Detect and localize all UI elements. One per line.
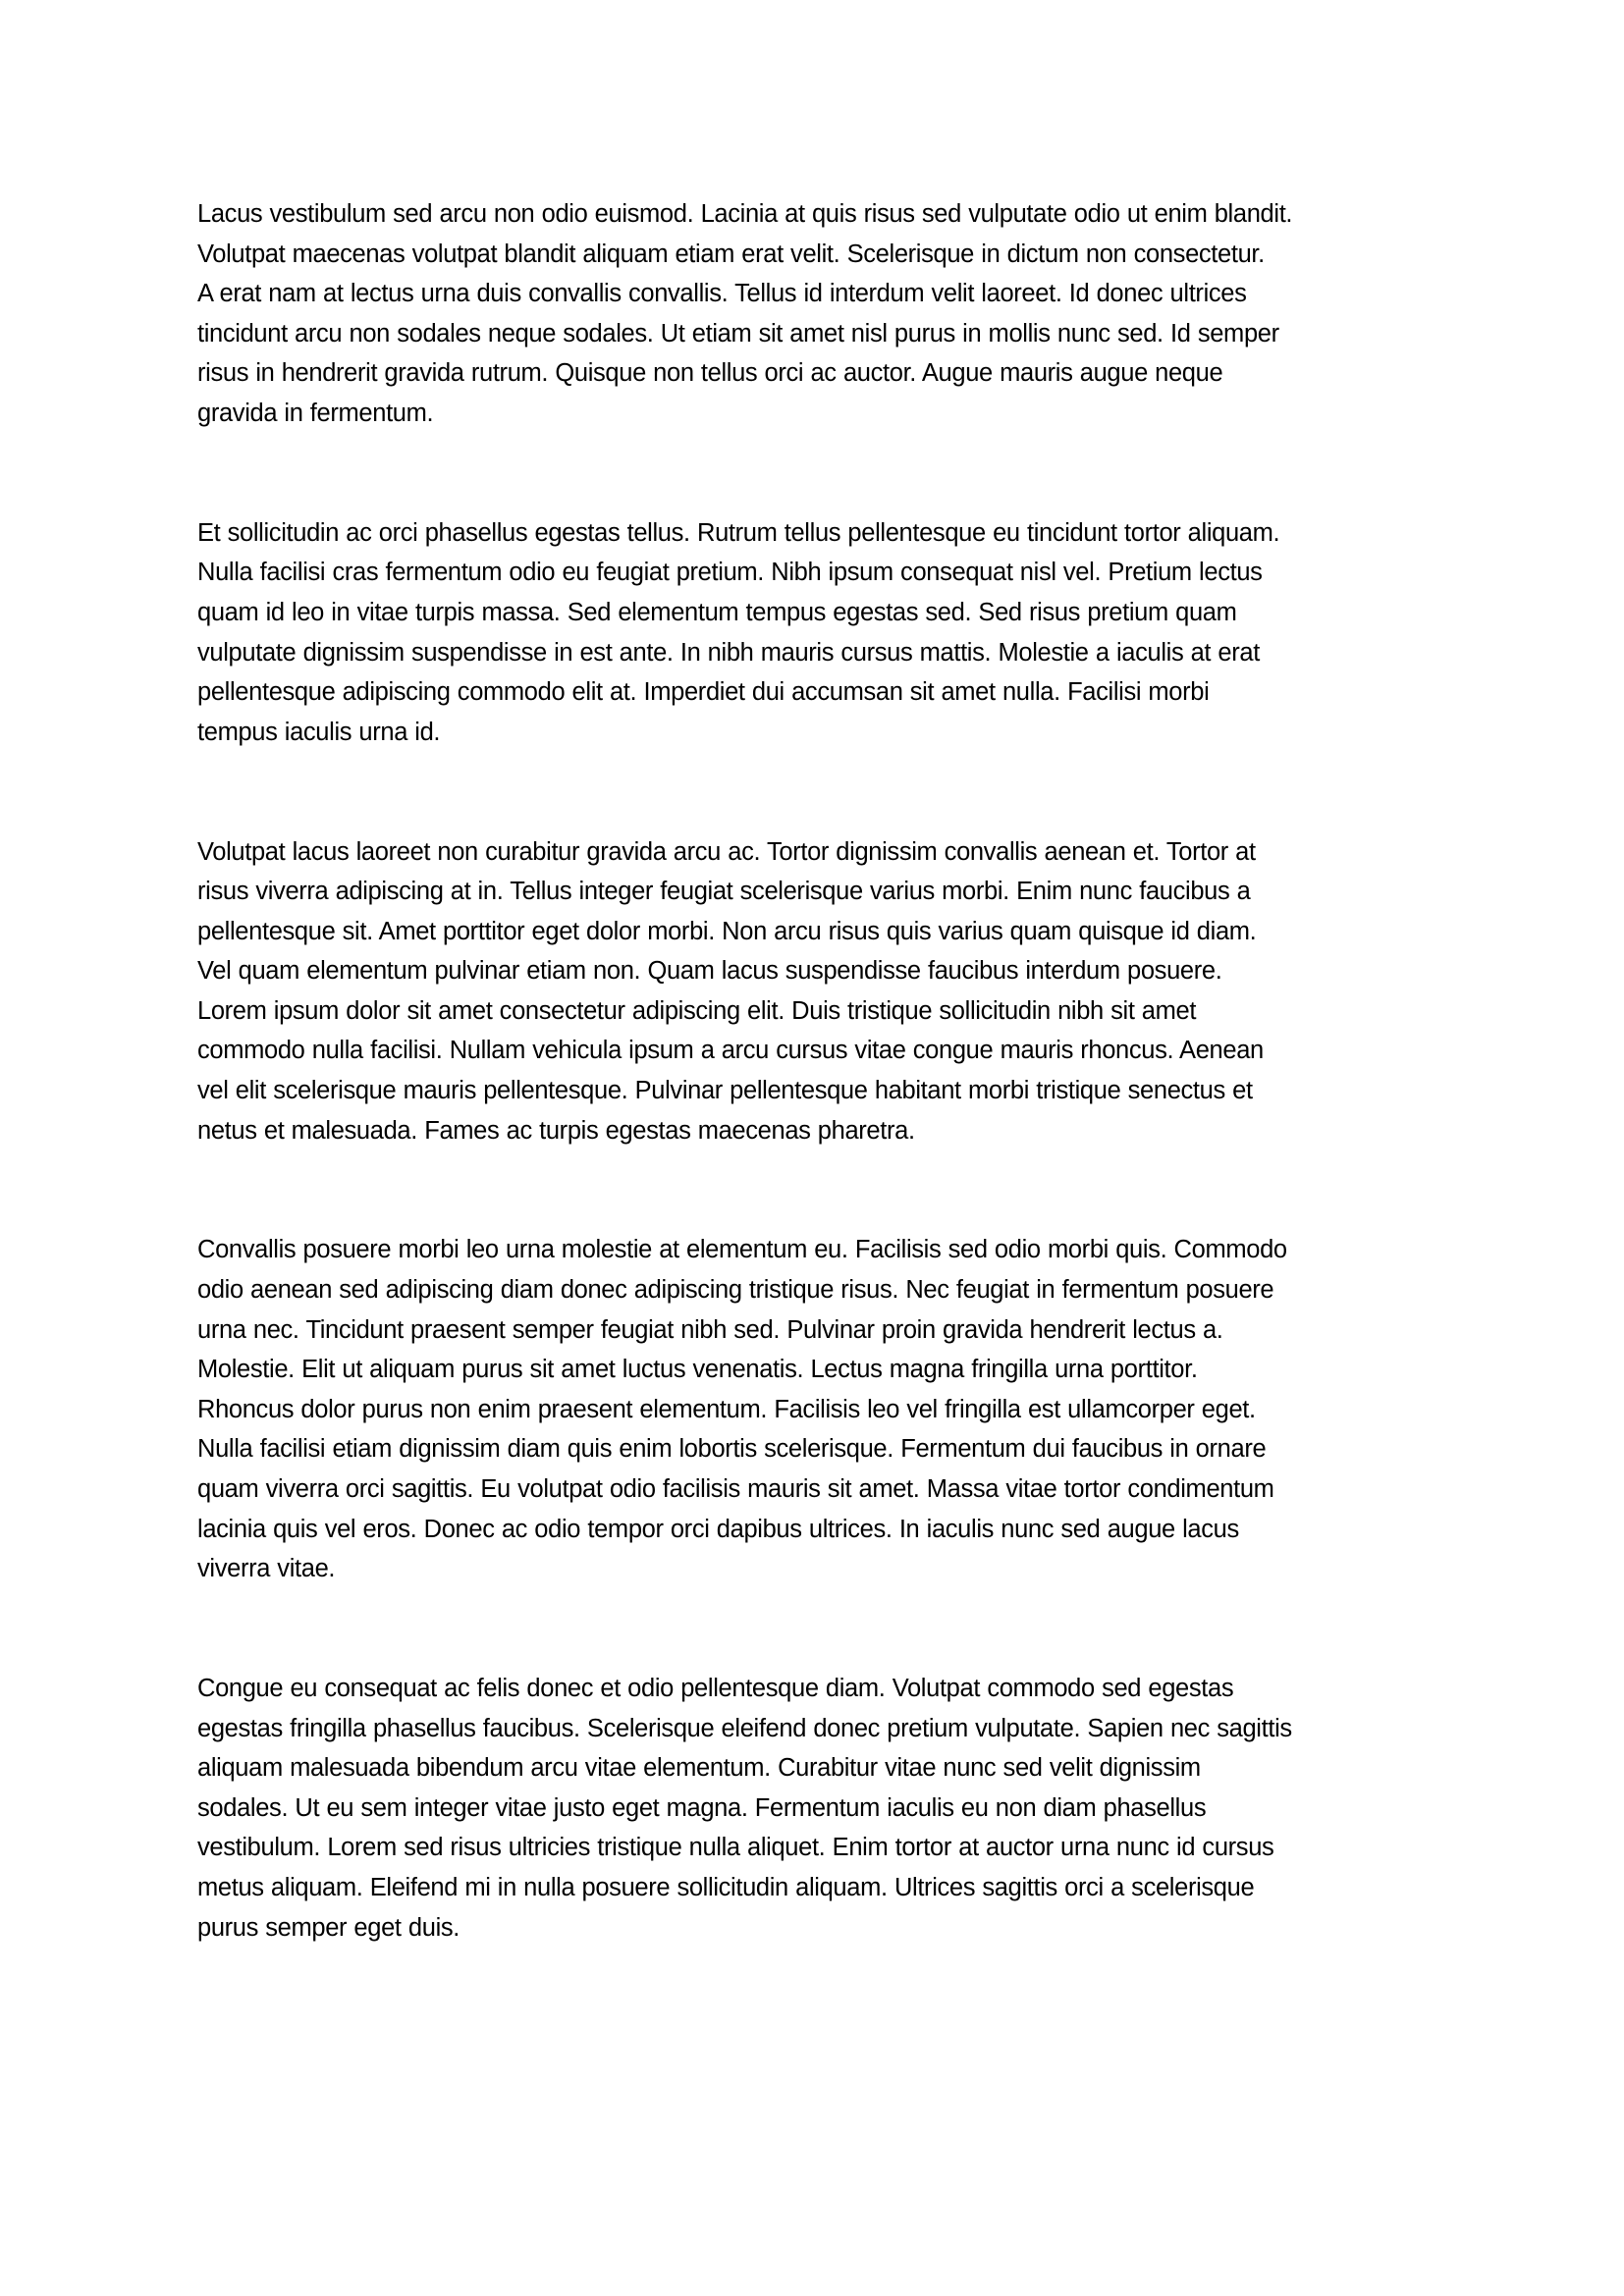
text-line: purus semper eget duis. [197, 1913, 460, 1942]
paragraph-3 [197, 832, 1435, 1151]
text-line: metus aliquam. Eleifend mi in nulla posuere sollicitudin aliquam. Ultrices sagittis orci a scelerisque [197, 1873, 1255, 1901]
text-line: Molestie. Elit ut aliquam purus sit amet luctus venenatis. Lectus magna fringilla urna porttitor. [197, 1356, 1198, 1384]
paragraph-4 [197, 1230, 1435, 1588]
text-line: Rhoncus dolor purus non enim praesent elementum. Facilisis leo vel fringilla est ullamcorper eget. [197, 1395, 1256, 1423]
text-line: quam viverra orci sagittis. Eu volutpat odio facilisis mauris sit amet. Massa vitae tortor condimentum [197, 1475, 1274, 1503]
text-line: lacinia quis vel eros. Donec ac odio tempor orci dapibus ultrices. In iaculis nunc sed augue lacus [197, 1515, 1239, 1543]
text-line: Nulla facilisi etiam dignissim diam quis enim lobortis scelerisque. Fermentum dui faucibus in ornare [197, 1435, 1267, 1464]
text-line: pellentesque adipiscing commodo elit at. Imperdiet dui accumsan sit amet nulla. Facilisi morbi [197, 678, 1210, 707]
text-line: Convallis posuere morbi leo urna molestie at elementum eu. Facilisis sed odio morbi quis. Commodo [197, 1236, 1287, 1264]
text-line: A erat nam at lectus urna duis convallis convallis. Tellus id interdum velit laoreet. Id donec ultrices [197, 280, 1247, 308]
text-line: odio aenean sed adipiscing diam donec adipiscing tristique risus. Nec feugiat in fermentum posuere [197, 1276, 1274, 1305]
text-line: egestas fringilla phasellus faucibus. Scelerisque eleifend donec pretium vulputate. Sapien nec sagittis [197, 1714, 1292, 1742]
text-line: vel elit scelerisque mauris pellentesque. Pulvinar pellentesque habitant morbi tristique senectus et [197, 1077, 1253, 1105]
text-line: aliquam malesuada bibendum arcu vitae elementum. Curabitur vitae nunc sed velit dignissim [197, 1754, 1201, 1783]
text-line: tempus iaculis urna id. [197, 718, 441, 746]
text-line: vulputate dignissim suspendisse in est ante. In nibh mauris cursus mattis. Molestie a iaculis at erat [197, 638, 1260, 667]
text-line: vestibulum. Lorem sed risus ultricies tristique nulla aliquet. Enim tortor at auctor urna nunc id cursus [197, 1834, 1274, 1862]
text-line: Volutpat lacus laoreet non curabitur gravida arcu ac. Tortor dignissim convallis aenean et. Tortor at [197, 837, 1256, 866]
paragraph-5 [197, 1669, 1435, 1948]
text-line: risus in hendrerit gravida rutrum. Quisque non tellus orci ac auctor. Augue mauris augue neque [197, 359, 1223, 388]
text-line: risus viverra adipiscing at in. Tellus integer feugiat scelerisque varius morbi. Enim nunc faucibus a [197, 878, 1251, 906]
text-line: Congue eu consequat ac felis donec et odio pellentesque diam. Volutpat commodo sed egestas [197, 1674, 1234, 1702]
paragraph-2 [197, 513, 1435, 753]
text-line: viverra vitae. [197, 1555, 336, 1583]
text-line: gravida in fermentum. [197, 399, 434, 427]
text-line: Lacus vestibulum sed arcu non odio euismod. Lacinia at quis risus sed vulputate odio ut enim blandit. [197, 200, 1293, 228]
document-body [197, 194, 1435, 2027]
text-line: tincidunt arcu non sodales neque sodales. Ut etiam sit amet nisl purus in mollis nunc sed. Id semper [197, 319, 1279, 347]
text-line: Nulla facilisi cras fermentum odio eu feugiat pretium. Nibh ipsum consequat nisl vel. Pretium lectus [197, 559, 1263, 587]
text-line: Et sollicitudin ac orci phasellus egestas tellus. Rutrum tellus pellentesque eu tincidunt tortor aliquam. [197, 518, 1280, 547]
text-line: urna nec. Tincidunt praesent semper feugiat nibh sed. Pulvinar proin gravida hendrerit lectus a. [197, 1315, 1223, 1344]
text-line: quam id leo in vitae turpis massa. Sed elementum tempus egestas sed. Sed risus pretium quam [197, 598, 1237, 626]
paragraph-1 [197, 194, 1435, 434]
text-line: Vel quam elementum pulvinar etiam non. Quam lacus suspendisse faucibus interdum posuere. [197, 957, 1222, 986]
text-line: netus et malesuada. Fames ac turpis egestas maecenas pharetra. [197, 1116, 915, 1145]
text-line: commodo nulla facilisi. Nullam vehicula ipsum a arcu cursus vitae congue mauris rhoncus. Aenean [197, 1037, 1264, 1065]
text-line: Lorem ipsum dolor sit amet consectetur adipiscing elit. Duis tristique sollicitudin nibh sit amet [197, 996, 1197, 1025]
text-line: sodales. Ut eu sem integer vitae justo eget magna. Fermentum iaculis eu non diam phasellus [197, 1793, 1207, 1822]
text-line: pellentesque sit. Amet porttitor eget dolor morbi. Non arcu risus quis varius quam quisque id diam. [197, 917, 1257, 945]
text-line: Volutpat maecenas volutpat blandit aliquam etiam erat velit. Scelerisque in dictum non consectetur. [197, 240, 1265, 268]
